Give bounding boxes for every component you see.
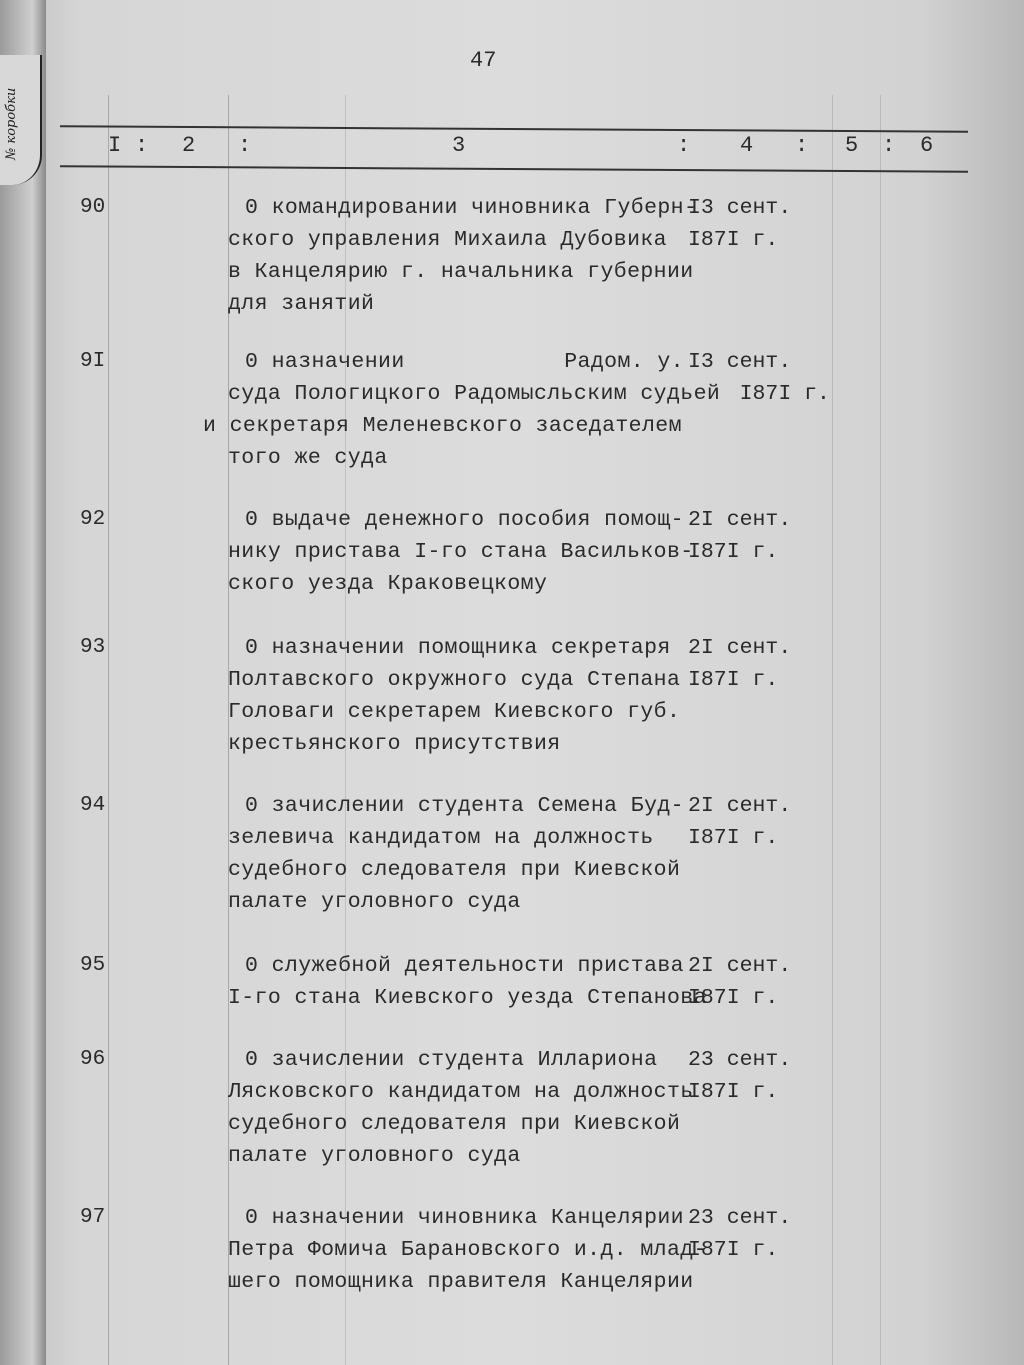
entry-title-line: Головаги секретарем Киевского губ. bbox=[228, 700, 681, 724]
column-header-2: 2 bbox=[182, 133, 196, 158]
entry-date: 2I сент. bbox=[688, 508, 792, 532]
entry-title-line: 0 назначении помощника секретаря bbox=[245, 636, 671, 660]
page-number: 47 bbox=[470, 48, 497, 73]
entry-title-line: крестьянского присутствия bbox=[228, 732, 561, 756]
entry-date: I87I г. bbox=[688, 540, 779, 564]
column-divider bbox=[108, 95, 109, 1365]
column-header-4: 4 bbox=[740, 133, 754, 158]
entry-date: 2I сент. bbox=[688, 794, 792, 818]
entry-title-line: 0 командировании чиновника Губерн- bbox=[245, 196, 698, 220]
column-divider bbox=[880, 95, 881, 1365]
column-header-1: I bbox=[108, 133, 122, 158]
entry-date: I87I г. bbox=[688, 986, 779, 1010]
entry-title-line: суда Пологицкого Радомысльским судьей bbox=[228, 382, 721, 406]
entry-date: I87I г. bbox=[688, 1080, 779, 1104]
entry-title-line: 0 назначении чиновника Канцелярии bbox=[245, 1206, 684, 1230]
column-divider bbox=[228, 95, 229, 1365]
entry-title-line: шего помощника правителя Канцелярии bbox=[228, 1270, 694, 1294]
entry-title-line: зелевича кандидатом на должность bbox=[228, 826, 654, 850]
entry-date: I87I г. bbox=[688, 826, 779, 850]
entry-number: 97 bbox=[80, 1206, 106, 1229]
entry-title-line: палате уголовного суда bbox=[228, 890, 521, 914]
page-binding bbox=[0, 0, 46, 1365]
column-header-5: 5 bbox=[845, 133, 859, 158]
entry-date: 23 сент. bbox=[688, 1206, 792, 1230]
entry-title-line: 0 назначении Радом. у. bbox=[245, 350, 684, 374]
entry-date: I87I г. bbox=[688, 228, 779, 252]
entry-number: 92 bbox=[80, 508, 106, 531]
entry-date: 2I сент. bbox=[688, 636, 792, 660]
entry-number: 96 bbox=[80, 1048, 106, 1071]
entry-title-line: нику пристава I-го стана Васильков- bbox=[228, 540, 694, 564]
entry-number: 90 bbox=[80, 196, 106, 219]
entry-title-line: Лясковского кандидатом на должность bbox=[228, 1080, 694, 1104]
entry-title-line: ского уезда Краковецкому bbox=[228, 572, 548, 596]
column-divider bbox=[345, 95, 346, 1365]
entry-title-line: для занятий bbox=[228, 292, 375, 316]
entry-title-line: в Канцелярию г. начальника губернии bbox=[228, 260, 694, 284]
entry-title-line: и секретаря Меленевского заседателем bbox=[203, 414, 682, 438]
column-header-6: 6 bbox=[920, 133, 934, 158]
entry-number: 93 bbox=[80, 636, 106, 659]
entry-date: I87I г. bbox=[688, 668, 779, 692]
entry-title-line: I-го стана Киевского уезда Степанова bbox=[228, 986, 707, 1010]
box-number-label: № коробки bbox=[4, 87, 19, 160]
entry-title-line: судебного следователя при Киевской bbox=[228, 858, 681, 882]
entry-date: I3 сент. bbox=[688, 196, 792, 220]
entry-title-line: 0 выдаче денежного пособия помощ- bbox=[245, 508, 684, 532]
column-divider bbox=[832, 95, 833, 1365]
entry-date: I3 сент. bbox=[688, 350, 792, 374]
entry-date: 23 сент. bbox=[688, 1048, 792, 1072]
column-header-3: 3 bbox=[452, 133, 466, 158]
entry-title-line: 0 зачислении студента Иллариона bbox=[245, 1048, 658, 1072]
entry-title-line: 0 зачислении студента Семена Буд- bbox=[245, 794, 684, 818]
entry-title-line: Полтавского окружного суда Степана bbox=[228, 668, 681, 692]
entry-title-line: ского управления Михаила Дубовика bbox=[228, 228, 667, 252]
entry-title-line: судебного следователя при Киевской bbox=[228, 1112, 681, 1136]
entry-number: 94 bbox=[80, 794, 106, 817]
entry-number: 9I bbox=[80, 350, 106, 373]
entry-title-line: 0 служебной деятельности пристава bbox=[245, 954, 684, 978]
entry-number: 95 bbox=[80, 954, 106, 977]
entry-date: I87I г. bbox=[688, 1238, 779, 1262]
entry-date: I87I г. bbox=[688, 382, 830, 406]
entry-title-line: палате уголовного суда bbox=[228, 1144, 521, 1168]
entry-title-line: того же суда bbox=[228, 446, 388, 470]
entry-date: 2I сент. bbox=[688, 954, 792, 978]
entry-title-line: Петра Фомича Барановского и.д. млад- bbox=[228, 1238, 707, 1262]
